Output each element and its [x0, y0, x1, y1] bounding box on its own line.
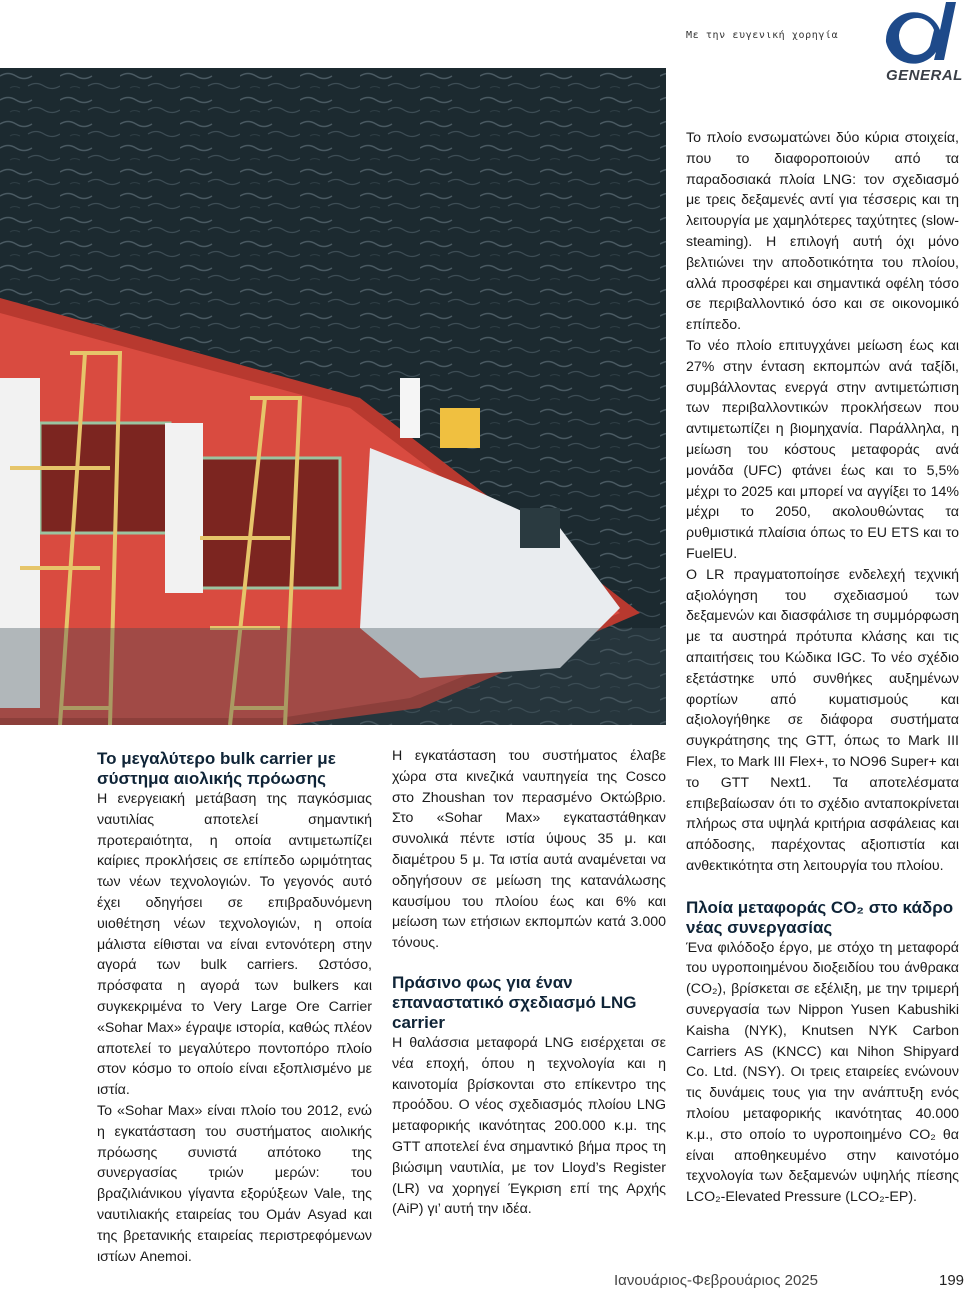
paragraph: Ο LR πραγματοποίησε ενδελεχή τεχνική αξιολόγηση του σχεδιασμού των δεξαμενών και διασφάλισε τη συμμόρφωση με τα αυστηρά πρότυπα κλάσης και τις απαιτήσεις του Κώδικα IGC. Το νέο σχέδιο εξετάστηκε υπό συνθήκες αυξημένων φορτίων από κυματισμούς και αξιολογήθηκε σε διάφορα συστήματα συγκράτησης της GTT, όπως το Mark III Flex, το Mark III Flex+, το NO96 Super+ και το GTT Next1. Τα αποτελέσματα επιβεβαίωσαν ότι το σχέδιο ανταποκρίνεται πλήρως στα υψηλά κριτήρια ασφάλειας και απόδοσης, παρέχοντας αξιοπιστία και ανθεκτικότητα στη λειτουργία του πλοίου. — [686, 566, 959, 874]
paragraph: Η εγκατάσταση του συστήματος έλαβε χώρα στα κινεζικά ναυπηγεία της Cosco στο Zhoushan τον περασμένο Οκτώβριο. Στο «Sohar Max» εγκαταστάθηκαν συνολικά πέντε ιστία ύψους 35 μ. και διαμέτρου 5 μ. Τα ιστία αυτά αναμένεται να οδηγήσουν σε μείωση της κατανάλωσης καυσίμου του πλοίου έως και 6% και μείωση των ετήσιων εκπομπών κατά 3.000 τόνους. — [392, 748, 666, 952]
column-left — [97, 749, 372, 1267]
paragraph: Το νέο πλοίο επιτυγχάνει μείωση έως και 27% στην ένταση εκπομπών ανά ταξίδι, συμβάλλοντας ενεργά στην αντιμετώπιση των περιβαλλοντικών προκλήσεων που αντιμετωπίζει η βιομηχανία. Παράλληλα, η μείωση του κόστους μεταφοράς ανά μονάδα (UFC) φτάνει έως και το 5,5% μέχρι το 2025 και μπορεί να αγγίξει το 14% μέχρι το 2050, ακολουθώντας τα ρυθμιστικά πλαίσια όπως το EU ETS και το FuelEU. — [686, 337, 959, 562]
paragraph: Η θαλάσσια μεταφορά LNG εισέρχεται σε νέα εποχή, όπου η τεχνολογία και η καινοτομία βρίσκονται στο επίκεντρο της προόδου. Ο νέος σχεδιασμός πλοίου LNG μεταφορικής ικανότητας 200.000 κ.μ. της GTT αποτελεί ένα σημαντικό βήμα προς τη βιώσιμη ναυτιλία, με τον Lloyd’s Register (LR) να χορηγεί Έγκριση επί της Αρχής (AiP) γι’ αυτή την ιδέα. — [392, 1034, 666, 1218]
heading-co2-carriers: Πλοία μεταφοράς CO₂ στο κάδρο νέας συνεργασίας — [686, 897, 954, 937]
column-middle — [392, 746, 666, 1220]
issue-date: Ιανουάριος-Φεβρουάριος 2025 — [614, 1272, 818, 1289]
heading-bulk-carrier: Το μεγαλύτερο bulk carrier με σύστημα αιολικής πρόωσης — [97, 749, 336, 788]
paragraph: Η ενεργειακή μετάβαση της παγκόσμιας ναυτιλίας αποτελεί σημαντική προτεραιότητα, η οποία αντιμετωπίζει καίριες προκλήσεις σε επίπεδο ωριμότητας των νέων τεχνολογιών. Το γεγονός αυτό έχει οδηγήσει σε επιβραδυνόμενη υιοθέτηση νέων τεχνολογιών, η οποία μάλιστα είθισται να είναι εντονότερη στην αγορά των bulk carriers. Ωστόσο, πρόσφατα η αγορά των bulkers και συγκεκριμένα το Very Large Ore Carrier «Sohar Max» έγραψε ιστορία, καθώς πλέον αποτελεί το μεγαλύτερο ποντοπόρο πλοίο στον κόσμο το οποίο είναι εξοπλισμένο με ιστία. — [97, 791, 372, 1099]
page-number: 199 — [939, 1272, 965, 1289]
paragraph: Ένα φιλόδοξο έργο, με στόχο τη μεταφορά του υγροποιημένου διοξειδίου του άνθρακα (CO₂), βρίσκεται σε εξέλιξη, με την τριμερή συνεργασία των Nippon Yusen Kabushiki Kaisha (NYK), Knutsen NYK Carbon Carriers AS (KNCC) και Nihon Shipyard Co. Ltd. (NSY). Οι τρεις εταιρείες ενώνουν τις δυνάμεις τους για την ανάπτυξη ενός πλοίου μεταφορικής ικανότητας 40.000 κ.μ., στο οποίο το υγροποιημένο CO₂ θα είναι αποθηκευμένο στην καινοτόμο τεχνολογία των δεξαμενών υψηλής πίεσης LCO₂-Elevated Pressure (LCO₂-EP). — [686, 939, 959, 1206]
logo-word: GENERAL — [886, 67, 963, 84]
paragraph: Το «Sohar Max» είναι πλοίο του 2012, ενώ η εγκατάσταση του συστήματος αιολικής πρόωσης συνιστά απότοκο της συνεργασίας τριών μερών: του βραζιλιάνικου γίγαντα εξορύξεων Vale, της ναυτιλιακής εταιρείας του Ομάν Asyad και της βρετανικής εταιρείας περιστρεφόμενων ιστίων Anemoi. — [97, 1102, 372, 1265]
column-right — [686, 128, 959, 1208]
ship-aerial-photo — [0, 68, 666, 725]
sponsor-text: Με την ευγενική χορηγία — [686, 30, 839, 41]
heading-lng-carrier: Πράσινο φως για έναν επαναστατικό σχεδιασμό LNG carrier — [392, 972, 637, 1032]
paragraph: Το πλοίο ενσωματώνει δύο κύρια στοιχεία, που το διαφοροποιούν από τα παραδοσιακά πλοία LNG: τον σχεδιασμό με τρεις δεξαμενές αντί για τέσσερις και τη λειτουργία με χαμηλότερες ταχύτητες (slow-steaming). Η επιλογή αυτή όχι μόνο βελτιώνει την αποδοτικότητα του πλοίου, αλλά προσφέρει και σημαντικά οφέλη τόσο σε περιβαλλοντικό όσο και σε οικονομικό επίπεδο. — [686, 130, 959, 334]
